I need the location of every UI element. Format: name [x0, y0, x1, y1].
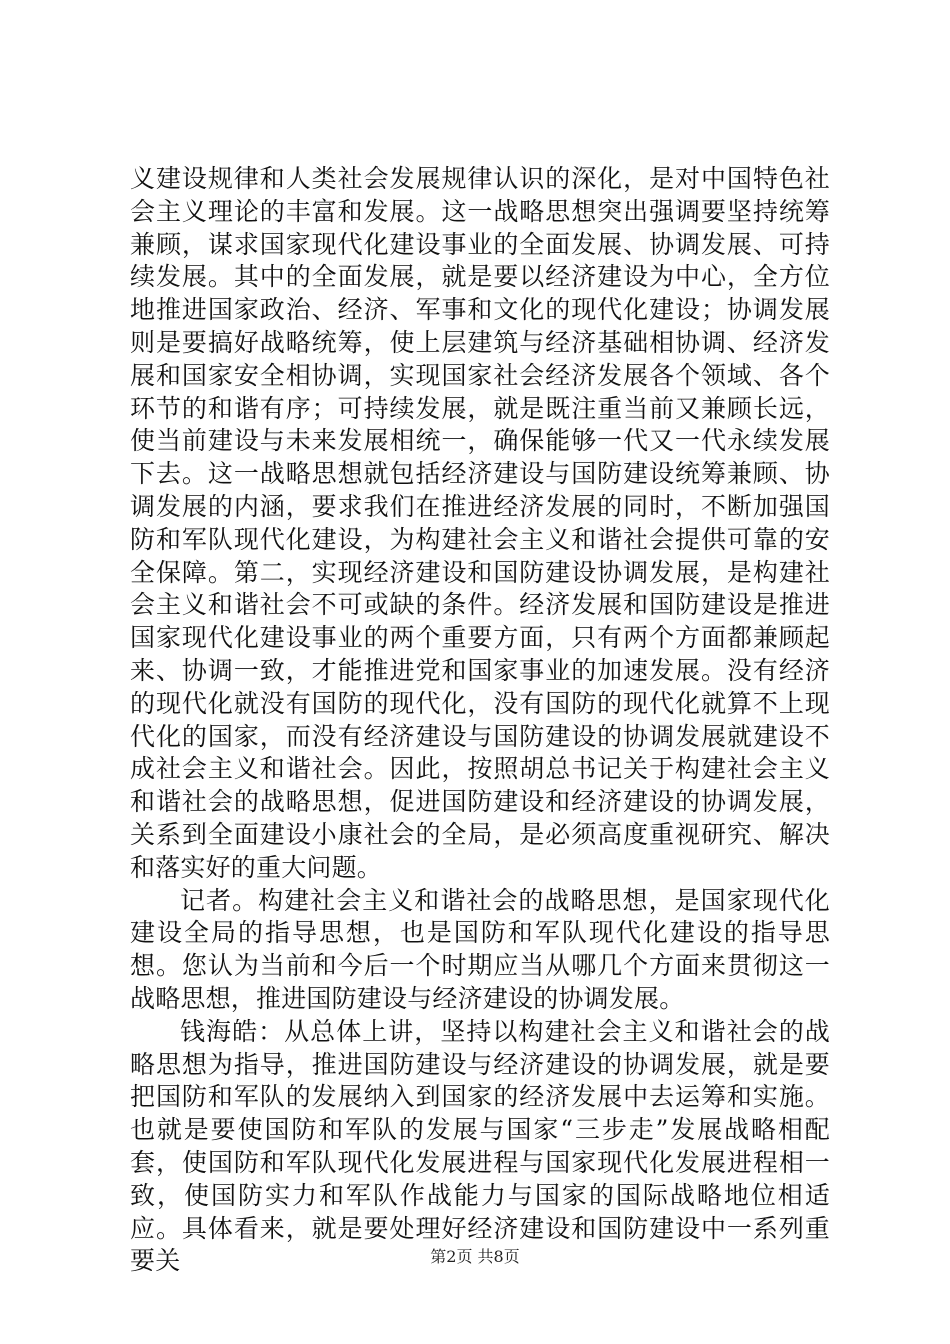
paragraph-reporter-question: 记者。构建社会主义和谐社会的战略思想，是国家现代化建设全局的指导思想，也是国防和军队现代化建设的指导思想。您认为当前和今后一个时期应当从哪几个方面来贯彻这一战略思想，推进国防建设与经济建设的协调发展。	[130, 885, 830, 1013]
page-footer	[0, 1244, 950, 1267]
page-number: 第2页 共8页	[430, 1247, 520, 1266]
paragraph-continuation: 义建设规律和人类社会发展规律认识的深化，是对中国特色社会主义理论的丰富和发展。这一战略思想突出强调要坚持统筹兼顾，谋求国家现代化建设事业的全面发展、协调发展、可持续发展。其中的全面发展，就是要以经济建设为中心，全方位地推进国家政治、经济、军事和文化的现代化建设；协调发展则是要搞好战略统筹，使上层建筑与经济基础相协调、经济发展和国家安全相协调，实现国家社会经济发展各个领域、各个环节的和谐有序；可持续发展，就是既注重当前又兼顾长远，使当前建设与未来发展相统一，确保能够一代又一代永续发展下去。这一战略思想就包括经济建设与国防建设统筹兼顾、协调发展的内涵，要求我们在推进经济发展的同时，不断加强国防和军队现代化建设，为构建社会主义和谐社会提供可靠的安全保障。第二，实现经济建设和国防建设协调发展，是构建社会主义和谐社会不可或缺的条件。经济发展和国防建设是推进国家现代化建设事业的两个重要方面，只有两个方面都兼顾起来、协调一致，才能推进党和国家事业的加速发展。没有经济的现代化就没有国防的现代化，没有国防的现代化就算不上现代化的国家，而没有经济建设与国防建设的协调发展就建设不成社会主义和谐社会。因此，按照胡总书记关于构建社会主义和谐社会的战略思想，促进国防建设和经济建设的协调发展，关系到全面建设小康社会的全局，是必须高度重视研究、解决和落实好的重大问题。	[130, 164, 830, 882]
paragraph-qian-haihao-answer: 钱海皓：从总体上讲，坚持以构建社会主义和谐社会的战略思想为指导，推进国防建设与经济建设的协调发展，就是要把国防和军队的发展纳入到国家的经济发展中去运筹和实施。也就是要使国防和军队的发展与国家“三步走”发展战略相配套，使国防和军队现代化发展进程与国家现代化发展进程相一致，使国防实力和军队作战能力与国家的国际战略地位相适应。具体看来，就是要处理好经济建设和国防建设中一系列重要关	[130, 1016, 830, 1276]
body-text	[130, 163, 830, 1278]
